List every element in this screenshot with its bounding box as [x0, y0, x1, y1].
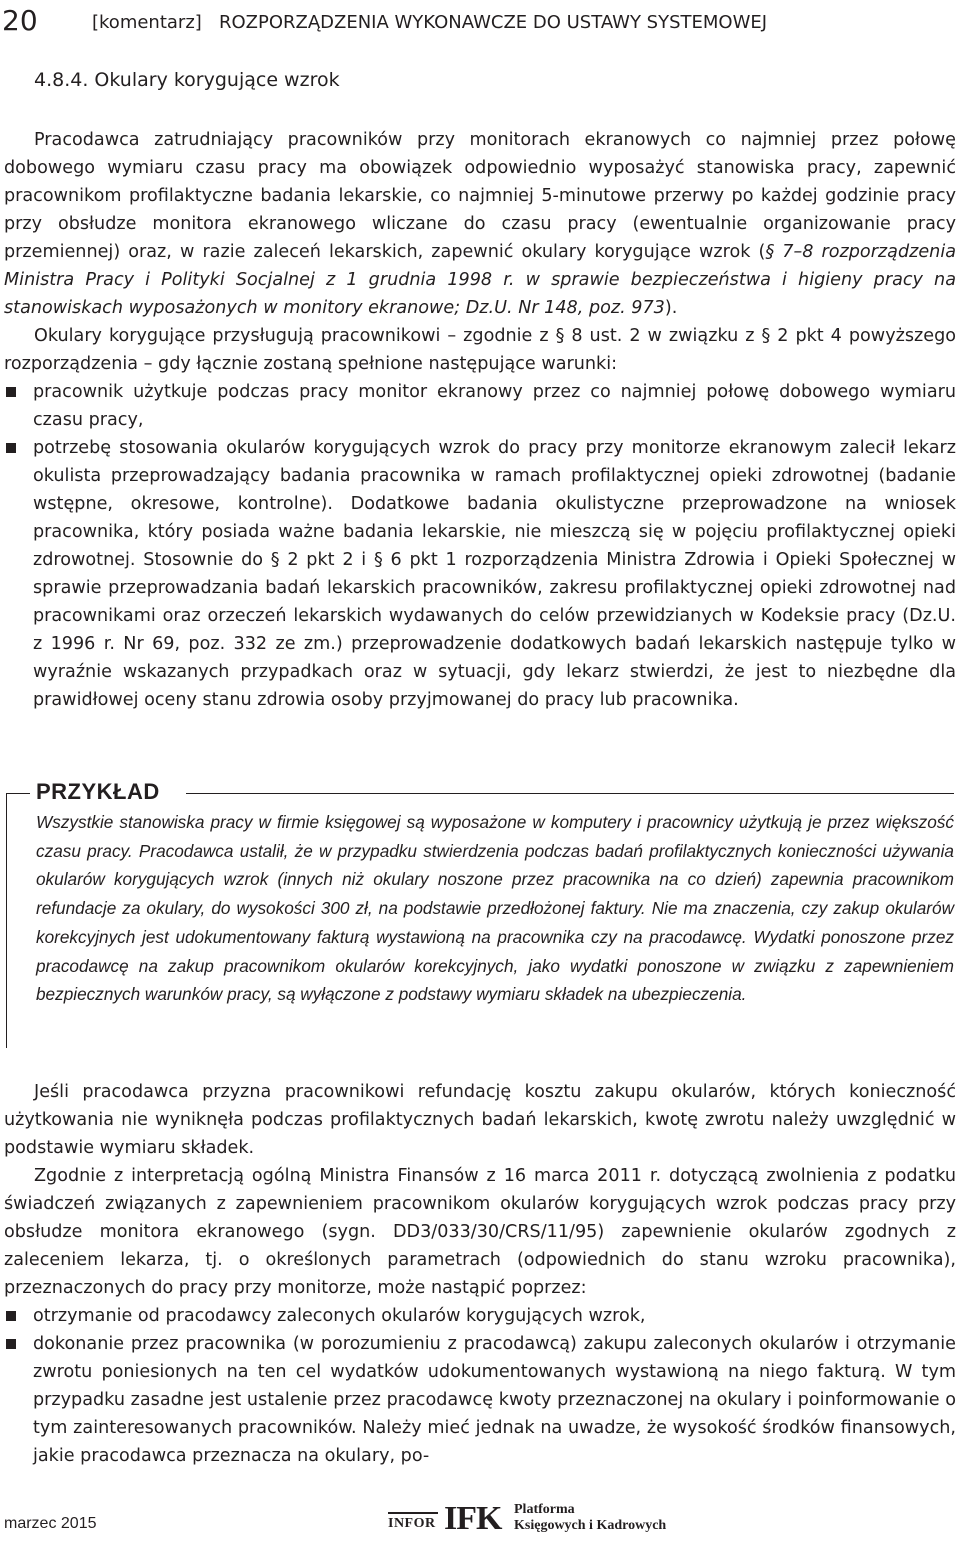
logo-ifk-text: IFK	[444, 1500, 502, 1537]
paragraph-conditions: Okulary korygujące przysługują pracownikowi – zgodnie z § 8 ust. 2 w związku z § 2 pkt 4 powyższego rozporządzenia – gdy łącznie zostaną spełnione następujące warunki:	[4, 326, 956, 374]
list-item: potrzebę stosowania okularów korygujących wzrok do pracy przy monitorze ekranowym zalecił lekarz okulista przeprowadzający badania pracownika w ramach profilaktycznej opieki zdrowotnej (badanie wstępne, okresowe, kontrolne). Dodatkowe badania okulistyczne przeprowadzone na wniosek pracownika, który posiada ważne badania lekarskie, nie mieszczą się w pojęciu profilaktycznej opieki zdrowotnej. Stosownie do § 2 pkt 2 i § 6 pkt 1 rozporządzenia Ministra Zdrowia i Opieki Społecznej w sprawie przeprowadzania badań lekarskich pracowników, zakresu profilaktycznej opieki zdrowotnej nad pracownikami oraz orzeczeń lekarskich wydawanych do celów przewidzianych w Kodeksie pracy (Dz.U. z 1996 r. Nr 69, poz. 332 ze zm.) przeprowadzenie dodatkowych badań lekarskich następuje tylko w wyraźnie wskazanych przypadkach oraz w sytuacji, gdy lekarz stwierdzi, że jest to niezbędne dla prawidłowej oceny stanu zdrowia osoby przyjmowanej do pracy lub pracownika.	[4, 434, 956, 714]
regulation-citation: § 7–8 rozporządzenia Ministra Pracy i Polityki Socjalnej z 1 grudnia 1998 r. w sprawie bezpieczeństwa i higieny pracy na stanowiskach wyposażonych w monitory ekranowe; Dz.U. Nr 148, poz. 973	[4, 242, 956, 318]
example-text: Wszystkie stanowiska pracy w firmie księgowej są wyposażone w komputery i pracownicy użytkują je przez większość czasu pracy. Pracodawca ustalił, że w przypadku stwierdzenia podczas badań profilaktycznych konieczności używania okularów korygujących wzrok (innych niż okulary noszone przez pracownika na co dzień) zapewnia pracownikom refundacje za okulary, do wysokości 300 zł, na podstawie przedłożonej faktury. Nie ma znaczenia, czy zakup okularów korekcyjnych jest udokumentowany fakturą wystawioną na pracownika czy na pracodawcę. Wydatki ponoszone przez pracodawcę na zakup pracownikom okularów korekcyjnych, jako wydatki ponoszone w związku z zapewnieniem bezpiecznych warunków pracy, są wyłączone z podstawy wymiaru składek na ubezpieczenia.	[36, 812, 954, 1005]
paragraph-refund: Jeśli pracodawca przyzna pracownikowi refundację kosztu zakupu okularów, których konieczność użytkowania nie wyniknęła podczas profilaktycznych badań lekarskich, kwotę zwrotu należy uwzględnić w podstawie wymiaru składek.	[4, 1082, 956, 1158]
example-border-top-rule	[186, 793, 954, 794]
example-label: PRZYKŁAD	[36, 779, 160, 804]
page-number: 20	[2, 4, 38, 37]
logo-rule	[388, 1512, 438, 1514]
logo-subtitle-text: Księgowych i Kadrowych	[514, 1518, 667, 1533]
example-border-left	[6, 793, 7, 1048]
publisher-logo	[388, 1500, 688, 1540]
secondary-text-block	[4, 1078, 956, 1470]
example-box	[6, 778, 954, 1048]
paragraph-interpretation: Zgodnie z interpretacją ogólną Ministra Finansów z 16 marca 2011 r. dotyczącą zwolnienia z podatku świadczeń związanych z zapewnieniem pracownikom okularów korygujących wzrok podczas pracy przy obsłudze monitora ekranowego (sygn. DD3/033/30/CRS/11/95) zapewnienie okularów zgodnych z zaleceniem lekarza, tj. o określonych parametrach (odpowiednich do stanu wzroku pracownika), przeznaczonych do pracy przy monitorze, może nastąpić poprzez:	[4, 1166, 956, 1298]
issue-date: marzec 2015	[4, 1515, 97, 1532]
section-heading: 4.8.4. Okulary korygujące wzrok	[34, 69, 340, 91]
logo-platform-text: Platforma	[514, 1502, 575, 1517]
paragraph-intro: Pracodawca zatrudniający pracowników przy monitorach ekranowych co najmniej przez połowę dobowego wymiaru czasu pracy ma obowiązek odpowiednio wyposażyć stanowiska pracy, zapewnić pracownikom profilaktyczne badania lekarskie, co najmniej 5-minutowe przerwy po każdej godzinie pracy przy obsłudze monitora ekranowego wliczane do czasu pracy (ewentualnie organizowanie pracy przemiennej) oraz, w razie zaleceń lekarskich, zapewnić okulary korygujące wzrok (§ 7–8 rozporządzenia Ministra Pracy i Polityki Socjalnej z 1 grudnia 1998 r. w sprawie bezpieczeństwa i higieny pracy na stanowiskach wyposażonych w monitory ekranowe; Dz.U. Nr 148, poz. 973).	[4, 130, 956, 318]
example-border-top-lead	[6, 793, 30, 794]
list-item: dokonanie przez pracownika (w porozumieniu z pracodawcą) zakupu zaleconych okularów i otrzymanie zwrotu poniesionych na ten cel wydatków udokumentowanych wystawioną na niego fakturą. W tym przypadku zasadne jest ustalenie przez pracodawcę kwoty przeznaczonej na okulary i poinformowanie o tym zainteresowanych pracowników. Należy mieć jednak na uwadze, że wysokość środków finansowych, jakie pracodawca przeznacza na okulary, po-	[4, 1330, 956, 1470]
running-header	[0, 6, 960, 40]
options-list	[4, 1302, 956, 1470]
running-title: [komentarz] ROZPORZĄDZENIA WYKONAWCZE DO USTAWY SYSTEMOWEJ	[92, 12, 768, 33]
list-item: otrzymanie od pracodawcy zaleconych okularów korygujących wzrok,	[4, 1302, 956, 1330]
list-item: pracownik użytkuje podczas pracy monitor ekranowy przez co najmniej połowę dobowego wymiaru czasu pracy,	[4, 378, 956, 434]
conditions-list	[4, 378, 956, 714]
main-text-block	[4, 126, 956, 714]
logo-infor-text: INFOR	[388, 1516, 436, 1531]
